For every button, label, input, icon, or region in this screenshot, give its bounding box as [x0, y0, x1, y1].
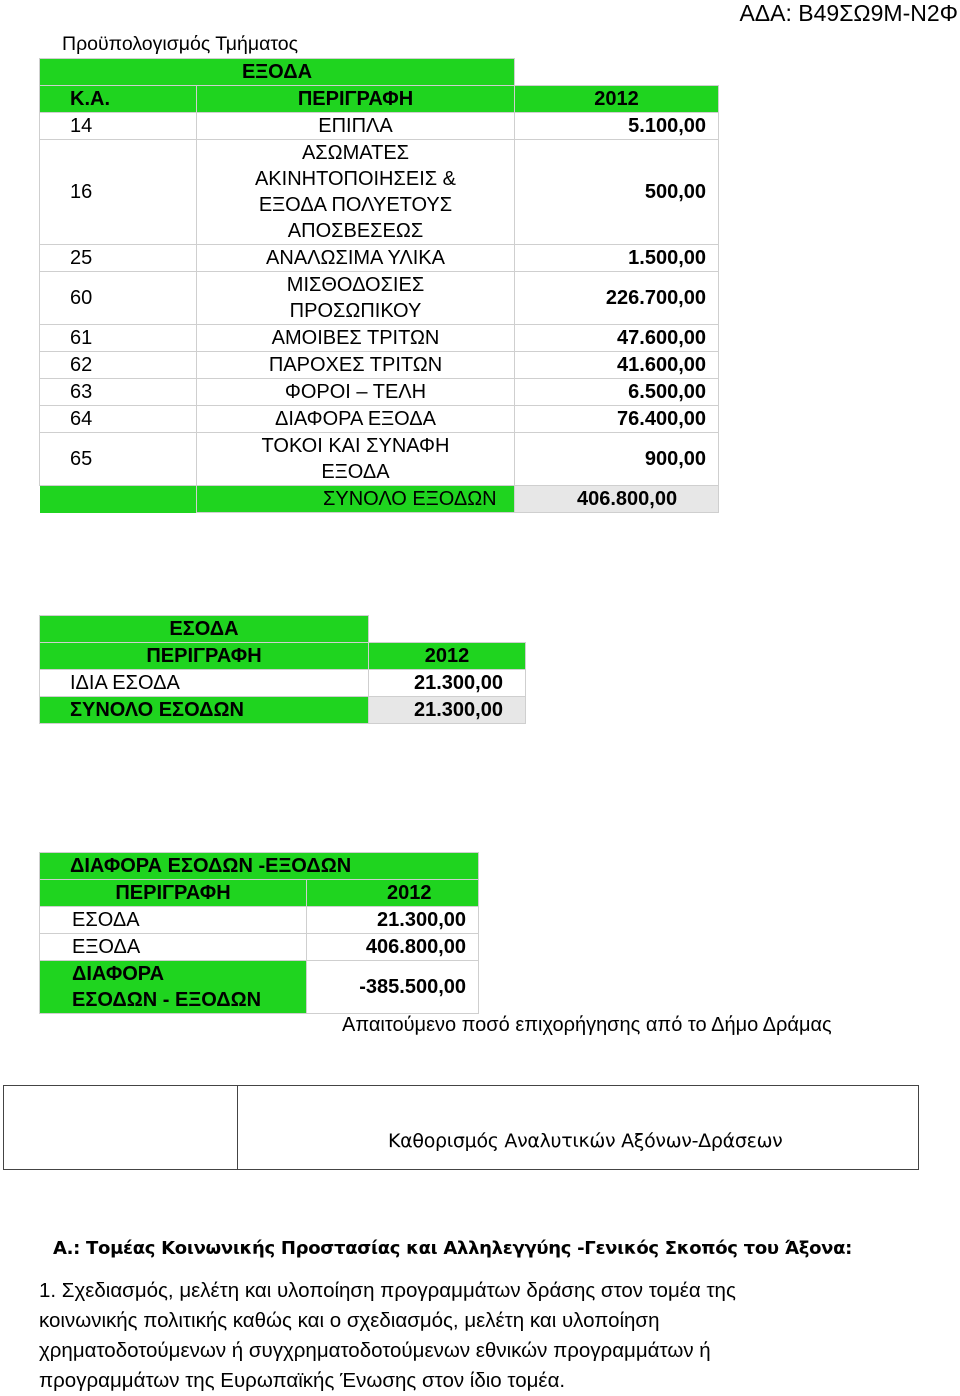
table-row: ΕΣΟΔΑ 21.300,00	[40, 907, 479, 934]
table-row: 64 ΔΙΑΦΟΡΑ ΕΞΟΔΑ 76.400,00	[40, 406, 719, 433]
difference-header-desc: ΠΕΡΙΓΡΑΦΗ	[40, 880, 307, 907]
difference-heading: ΔΙΑΦΟΡΑ ΕΣΟΔΩΝ -ΕΞΟΔΩΝ	[40, 853, 479, 880]
difference-label-2: ΕΣΟΔΩΝ - ΕΞΟΔΩΝ	[72, 989, 262, 1011]
table-row: 61 ΑΜΟΙΒΕΣ ΤΡΙΤΩΝ 47.600,00	[40, 325, 719, 352]
header-desc: ΠΕΡΙΓΡΑΦΗ	[197, 86, 515, 113]
ada-code: ΑΔΑ: Β49ΣΩ9Μ-Ν2Φ	[739, 0, 958, 26]
subsidy-note: Απαιτούμενο ποσό επιχορήγησης από το Δήμο Δράμας	[342, 1014, 832, 1036]
expenses-heading: ΕΞΟΔΑ	[40, 59, 515, 86]
expenses-total-value: 406.800,00	[515, 486, 719, 513]
difference-label-1: ΔΙΑΦΟΡΑ	[72, 963, 165, 985]
table-row: 25 ΑΝΑΛΩΣΙΜΑ ΥΛΙΚΑ 1.500,00	[40, 245, 719, 272]
header-ka: Κ.Α.	[40, 86, 197, 113]
table-row: 14 ΕΠΙΠΛΑ 5.100,00	[40, 113, 719, 140]
table-row: 60 ΜΙΣΘΟΔΟΣΙΕΣ ΠΡΟΣΩΠΙΚΟΥ 226.700,00	[40, 272, 719, 325]
table-row	[40, 961, 479, 1014]
box-divider	[237, 1086, 238, 1169]
table-row: 63 ΦΟΡΟΙ – ΤΕΛΗ 6.500,00	[40, 379, 719, 406]
table-row: ΕΞΟΔΑ 406.800,00	[40, 934, 479, 961]
axis-heading: Α.: Τομέας Κοινωνικής Προστασίας και Αλληλεγγύης -Γενικός Σκοπός του Άξονα:	[53, 1238, 853, 1259]
table-row: ΙΔΙΑ ΕΣΟΔΑ 21.300,00	[40, 670, 526, 697]
axes-box	[3, 1085, 919, 1170]
table-row: 16 ΑΣΩΜΑΤΕΣ ΑΚΙΝΗΤΟΠΟΙΗΣΕΙΣ & ΕΞΟΔΑ ΠΟΛΥΕΤΟΥΣ ΑΠΟΣΒΕΣΕΩΣ 500,00	[40, 140, 719, 245]
difference-value: -385.500,00	[307, 961, 479, 1014]
income-heading: ΕΣΟΔΑ	[40, 616, 369, 643]
header-year: 2012	[515, 86, 719, 113]
income-total-value: 21.300,00	[369, 697, 526, 724]
income-table	[39, 615, 526, 724]
axes-box-text: Καθορισμός Αναλυτικών Αξόνων-Δράσεων	[388, 1130, 783, 1152]
expenses-total-label: ΣΥΝΟΛΟ ΕΞΟΔΩΝ	[197, 486, 515, 513]
table-row: 65 ΤΟΚΟΙ ΚΑΙ ΣΥΝΑΦΗ ΕΞΟΔΑ 900,00	[40, 433, 719, 486]
axis-paragraph: 1. Σχεδιασμός, μελέτη και υλοποίηση προγραμμάτων δράσης στον τομέα της κοινωνικής πολιτικής καθώς και ο σχεδιασμός, μελέτη και υλοποίηση χρηματοδοτούμενων ή συγχρηματοδοτούμενων εθνικών προγραμμάτων ή προγραμμάτων της Ευρωπαϊκής Ένωσης στον ίδιο τομέα.	[39, 1279, 736, 1392]
income-header-year: 2012	[369, 643, 526, 670]
budget-title: Προϋπολογισμός Τμήματος	[62, 33, 299, 55]
income-total-label: ΣΥΝΟΛΟ ΕΣΟΔΩΝ	[40, 697, 369, 724]
table-row: 62 ΠΑΡΟΧΕΣ ΤΡΙΤΩΝ 41.600,00	[40, 352, 719, 379]
difference-table	[39, 852, 479, 1014]
expenses-table	[39, 58, 719, 513]
income-header-desc: ΠΕΡΙΓΡΑΦΗ	[40, 643, 369, 670]
difference-header-year: 2012	[307, 880, 479, 907]
